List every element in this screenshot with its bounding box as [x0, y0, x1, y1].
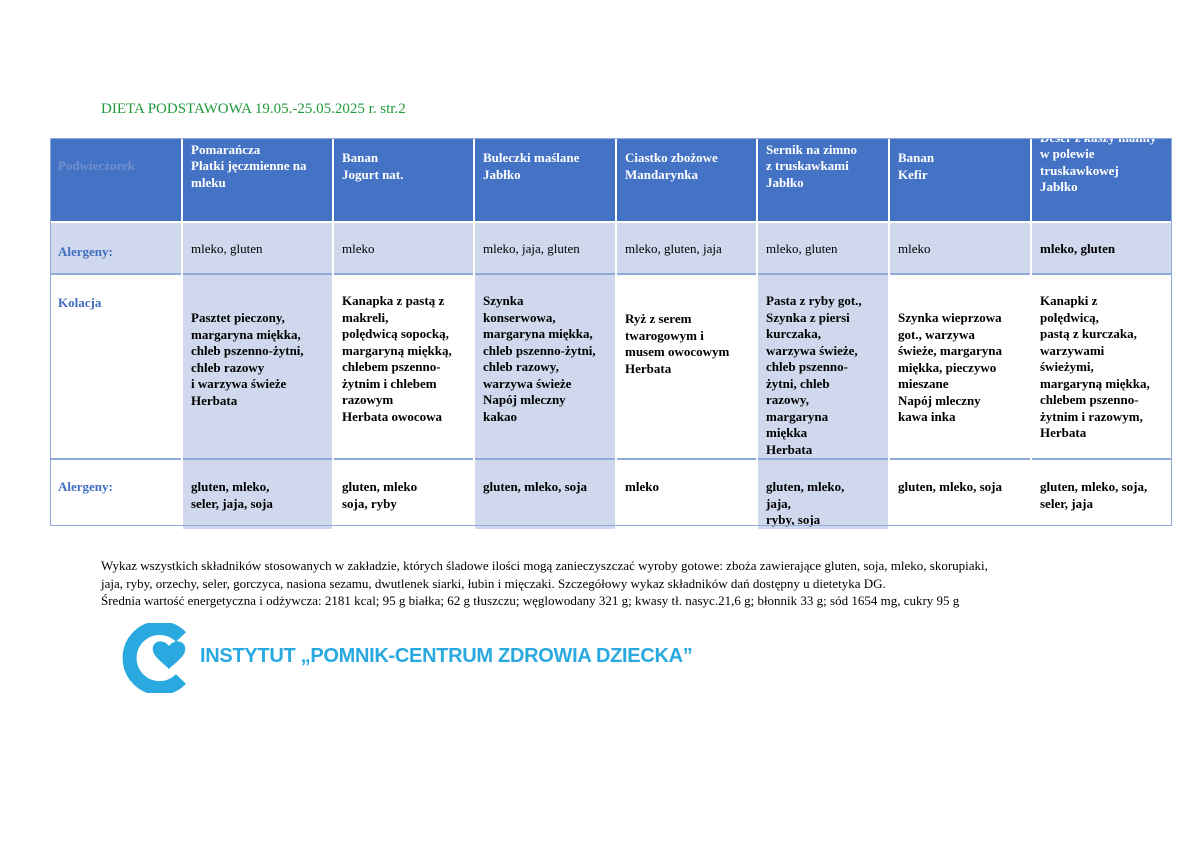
table-cell: Pasztet pieczony, margaryna miękka, chleb pszenno-żytni, chleb razowy i warzywa świeże Herbata — [182, 274, 333, 459]
table-cell: gluten, mleko, soja, seler, jaja — [1031, 459, 1172, 529]
table-cell: Szynka wieprzowa got., warzywa świeże, margaryna miękka, pieczywo mieszane Napój mleczny kawa inka — [889, 274, 1031, 459]
table-cell: gluten, mleko, soja — [474, 459, 616, 529]
table-cell: gluten, mleko soja, ryby — [333, 459, 474, 529]
table-cell: mleko — [889, 222, 1031, 274]
row-label-podwieczorek: Podwieczorek — [50, 138, 182, 222]
note-line: Wykaz wszystkich składników stosowanych w zakładzie, których śladowe ilości mogą zanieczyszczać wyroby gotowe: zboża zawierające gluten, soja, mleko, skorupiaki, — [101, 558, 988, 573]
note-line: jaja, ryby, orzechy, seler, gorczyca, nasiona sezamu, dwutlenek siarki, łubin i mięczaki. Szczegółowy wykaz składników dań dostępny u dietetyka DG. — [101, 575, 886, 591]
table-cell: mleko — [333, 222, 474, 274]
row-alergeny-1 — [50, 222, 1172, 274]
table-cell: Ryż z serem twarogowym i musem owocowym Herbata — [616, 274, 757, 459]
note-line: Średnia wartość energetyczna i odżywcza: 2181 kcal; 95 g białka; 62 g tłuszczu; węglowodany 321 g; kwasy tł. nasyc.21,6 g; błonnik 33 g; sód 1654 mg, cukry 95 g — [101, 593, 960, 608]
table-cell: gluten, mleko, seler, jaja, soja — [182, 459, 333, 529]
logo-text: INSTYTUT „POMNIK-CENTRUM ZDROWIA DZIECKA” — [200, 645, 693, 667]
row-label-kolacja: Kolacja — [50, 274, 182, 459]
table-cell: mleko, gluten — [757, 222, 889, 274]
table-cell: mleko, gluten — [1031, 222, 1172, 274]
table-cell: Deser z kaszy manny w polewie truskawkowej Jabłko — [1031, 138, 1172, 222]
row-kolacja — [50, 274, 1172, 459]
row-label-alergeny: Alergeny: — [50, 222, 182, 274]
row-label-alergeny: Alergeny: — [50, 459, 182, 529]
table-cell: Pomarańcza Płatki jęczmienne na mleku — [182, 138, 333, 222]
table-cell: Sernik na zimno z truskawkami Jabłko — [757, 138, 889, 222]
table-cell: Kanapki z polędwicą, pastą z kurczaka, warzywami świeżymi, margaryną miękka, chlebem pszenno- żytnim i razowym, Herbata — [1031, 274, 1172, 459]
table-cell: Szynka konserwowa, margaryna miękka, chleb pszenno-żytni, chleb razowy, warzywa świeże Napój mleczny kakao — [474, 274, 616, 459]
notes — [101, 557, 1181, 610]
table-cell: Ciastko zbożowe Mandarynka — [616, 138, 757, 222]
table-cell: Buleczki maślane Jabłko — [474, 138, 616, 222]
table-cell: mleko, gluten — [182, 222, 333, 274]
table-cell: mleko — [616, 459, 757, 529]
table-cell: gluten, mleko, jaja, ryby, soja — [757, 459, 889, 529]
table-cell: Kanapka z pastą z makreli, polędwicą sopocką, margaryną miękką, chlebem pszenno- żytnim i chlebem razowym Herbata owocowa — [333, 274, 474, 459]
table-cell: Pasta z ryby got., Szynka z piersi kurczaka, warzywa świeże, chleb pszenno- żytni, chleb razowy, margaryna miękka Herbata — [757, 274, 889, 459]
table-cell: mleko, gluten, jaja — [616, 222, 757, 274]
row-podwieczorek — [50, 138, 1172, 222]
table-cell: Banan Jogurt nat. — [333, 138, 474, 222]
table-cell: Banan Kefir — [889, 138, 1031, 222]
diet-table — [50, 129, 1172, 529]
table-cell: gluten, mleko, soja — [889, 459, 1031, 529]
row-alergeny-2 — [50, 459, 1172, 529]
table-cell: mleko, jaja, gluten — [474, 222, 616, 274]
page-title: DIETA PODSTAWOWA 19.05.-25.05.2025 r. str.2 — [101, 101, 406, 117]
